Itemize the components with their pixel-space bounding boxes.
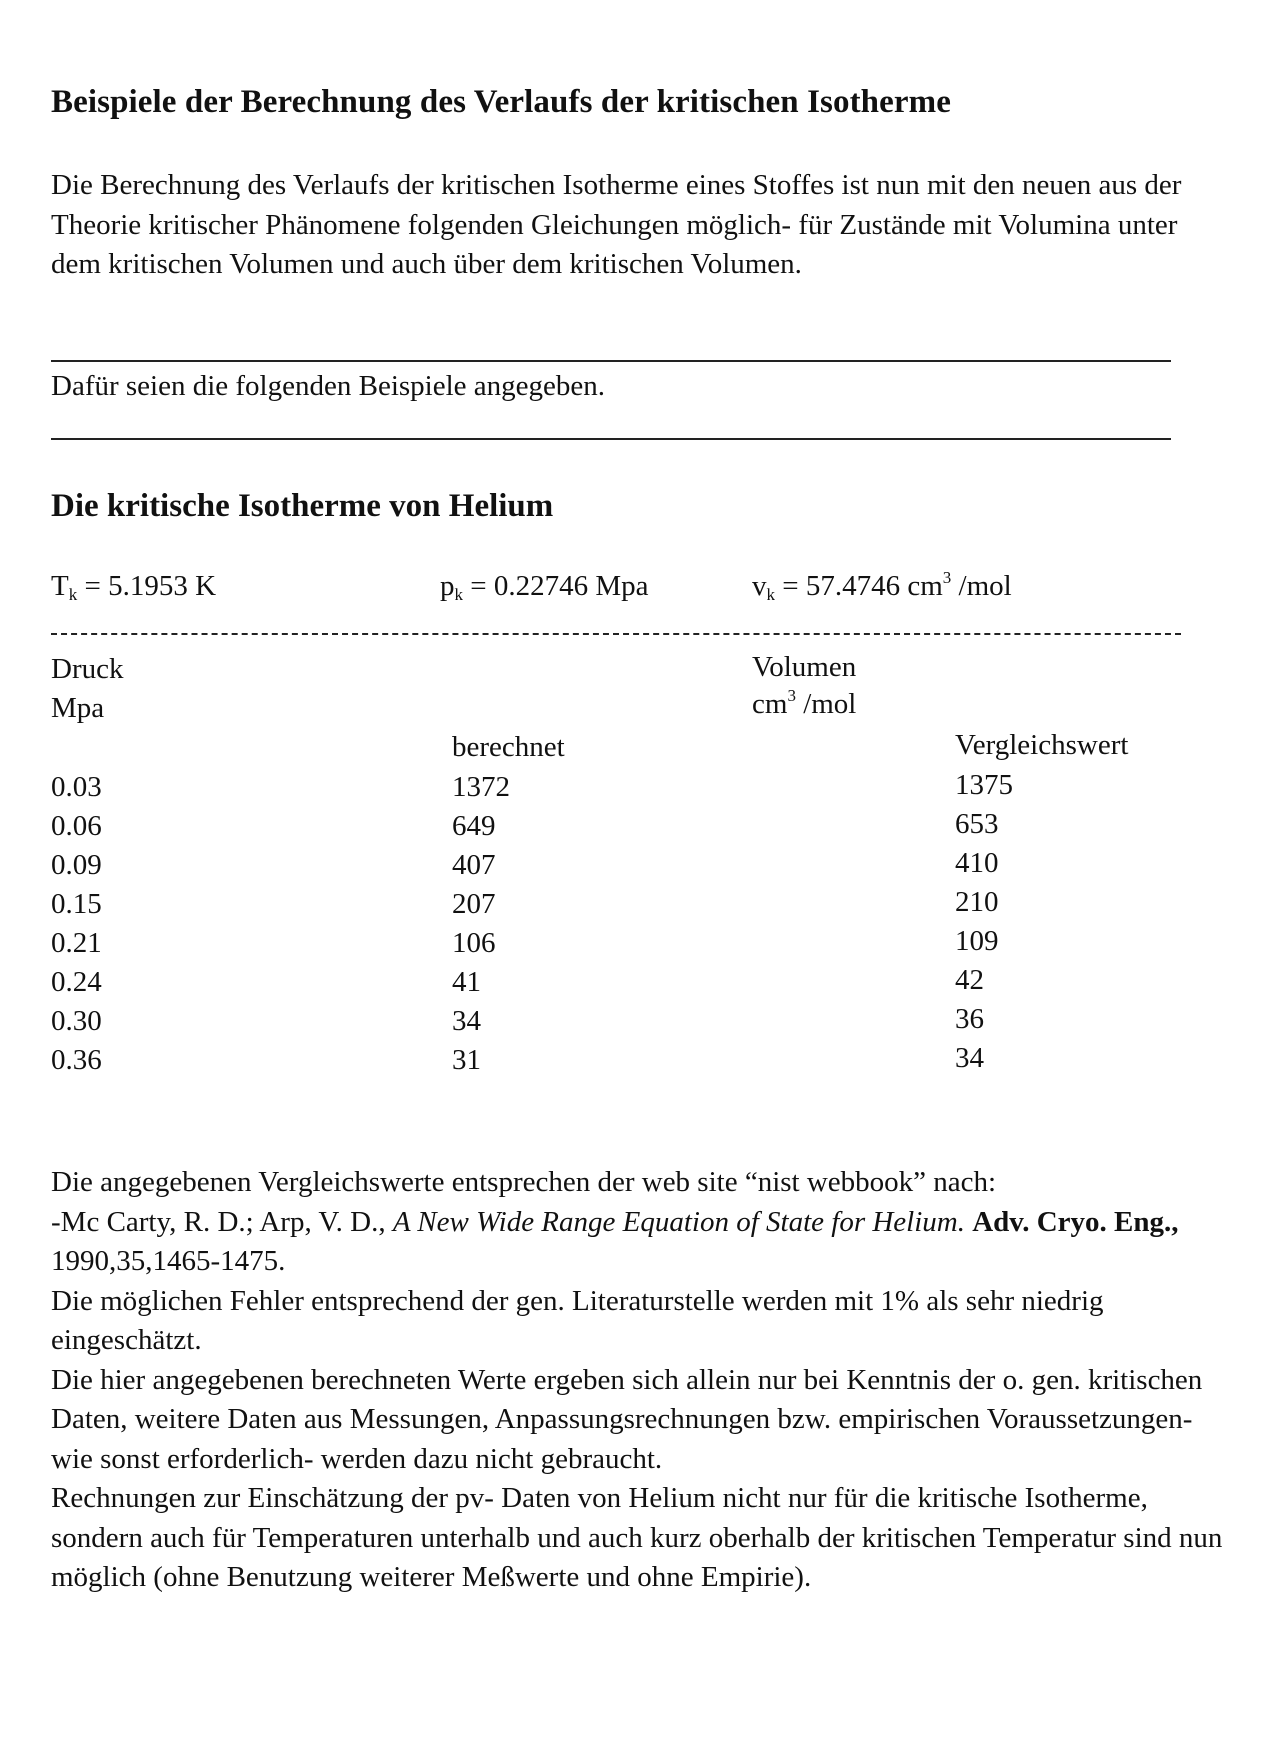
header-pressure-unit: Mpa [51,692,105,724]
source-intro: Die angegebenen Vergleichswerte entsprechen der web site “nist webbook” nach: [51,1166,997,1198]
row-pressure: 0.03 [51,771,102,803]
row-pressure: 0.36 [51,1044,102,1076]
section-title: Die kritische Isotherme von Helium [51,488,554,524]
notes-section [51,1163,1226,1598]
row-pressure: 0.24 [51,966,102,998]
calculation-note: Die hier angegebenen berechneten Werte ergeben sich allein nur bei Kenntnis der o. gen. kritischen Daten, weitere Daten aus Messungen, Anpassungsrechnungen bzw. empirischen Voraussetzungen- wie sonst erforderlich- werden dazu nicht gebraucht. [51,1363,1203,1475]
row-calculated: 34 [452,1005,481,1037]
row-pressure: 0.30 [51,1005,102,1037]
page-heading: Beispiele der Berechnung des Verlaufs der kritischen Isotherme [51,84,951,120]
critical-pressure-symbol: p [440,570,455,602]
divider-top [51,360,1171,362]
row-calculated: 106 [452,927,496,959]
reference-authors: -Mc Carty, R. D.; Arp, V. D., [51,1205,393,1238]
outlook-note: Rechnungen zur Einschätzung der pv- Daten von Helium nicht nur für die kritische Isotherme, sondern auch für Temperaturen unterhalb und auch kurz oberhalb der kritischen Temperatur sind nun möglich (ohne Benutzung weiterer Meßwerte und ohne Empirie). [51,1482,1223,1593]
critical-pressure-value: = 0.22746 Mpa [463,570,649,602]
row-calculated: 407 [452,849,496,881]
header-volume: Volumen [752,651,857,683]
reference-journal: Adv. Cryo. Eng., [972,1205,1179,1238]
row-reference: 210 [955,886,999,918]
critical-volume [752,570,1012,603]
header-pressure: Druck [51,653,124,685]
critical-volume-symbol: v [752,570,767,602]
row-pressure: 0.09 [51,849,102,881]
critical-volume-unit: /mol [951,570,1012,602]
error-note: Die möglichen Fehler entsprechend der gen. Literaturstelle werden mit 1% als sehr niedrig eingeschätzt. [51,1284,1104,1356]
reference-details: 1990,35,1465-1475. [51,1245,286,1277]
divider-bottom [51,438,1171,440]
row-calculated: 41 [452,966,481,998]
header-reference: Vergleichswert [955,729,1129,761]
row-calculated: 207 [452,888,496,920]
intro-paragraph: Die Berechnung des Verlaufs der kritischen Isotherme eines Stoffes ist nun mit den neuen aus der Theorie kritischer Phänomene folgenden Gleichungen möglich- für Zustände mit Volumina unter dem kritischen Volumen und auch über dem kritischen Volumen. [51,169,1182,280]
row-reference: 1375 [955,769,1013,801]
row-pressure: 0.15 [51,888,102,920]
row-calculated: 649 [452,810,496,842]
header-volume-unit [752,688,856,721]
critical-volume-subscript: k [766,585,775,604]
critical-volume-value: = 57.4746 cm [775,570,943,602]
critical-pressure [440,570,649,603]
critical-volume-exponent: 3 [942,568,952,587]
row-reference: 653 [955,808,999,840]
reference-citation [51,1203,1226,1282]
row-reference: 42 [955,964,984,996]
row-reference: 34 [955,1042,984,1074]
examples-note: Dafür seien die folgenden Beispiele angegeben. [51,370,606,402]
row-reference: 109 [955,925,999,957]
row-reference: 410 [955,847,999,879]
row-reference: 36 [955,1003,984,1035]
header-calculated: berechnet [452,731,565,763]
row-pressure: 0.06 [51,810,102,842]
critical-temperature-value: = 5.1953 K [77,570,217,602]
reference-title: A New Wide Range Equation of State for Helium. [392,1205,965,1238]
row-calculated: 31 [452,1044,481,1076]
critical-pressure-subscript: k [454,585,463,604]
header-volume-unit-rest: /mol [795,688,857,720]
header-volume-unit-exponent: 3 [787,686,796,705]
critical-temperature-subscript: k [68,585,78,604]
row-pressure: 0.21 [51,927,102,959]
critical-temperature [51,570,216,603]
header-volume-unit-base: cm [752,688,788,720]
critical-temperature-symbol: T [51,570,69,602]
dashed-divider [51,633,1181,635]
row-calculated: 1372 [452,771,510,803]
